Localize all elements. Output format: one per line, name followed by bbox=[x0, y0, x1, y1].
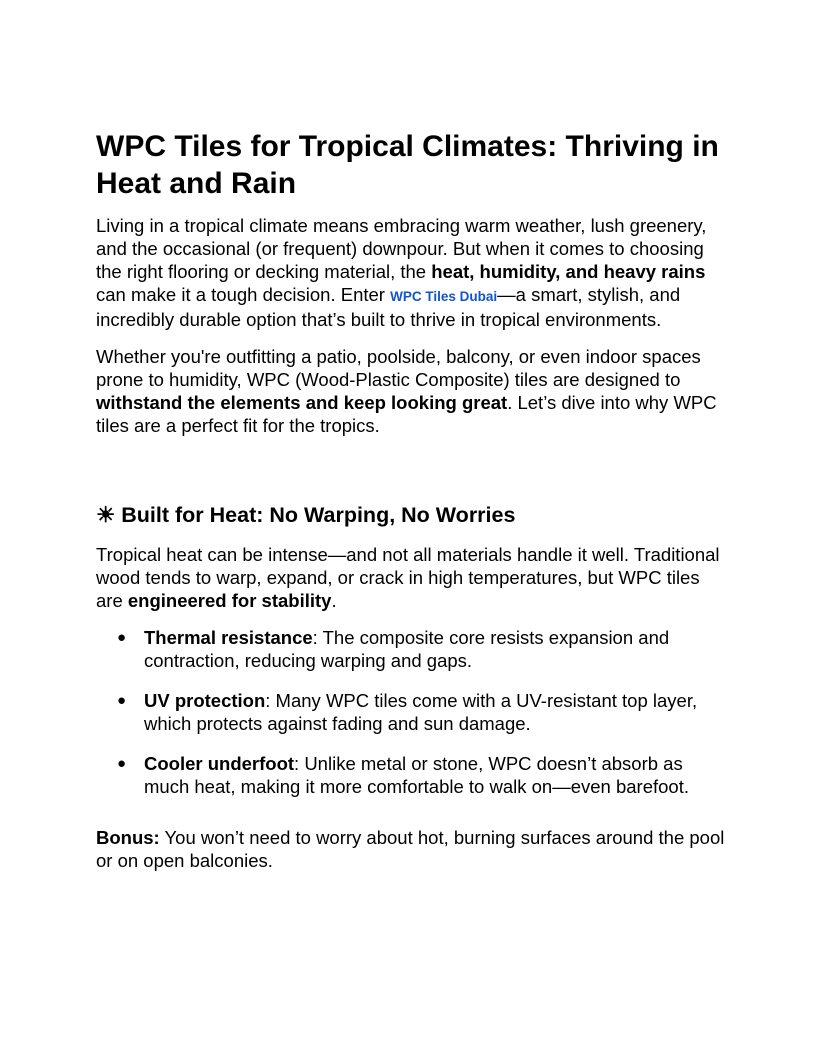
list-item-text: : Unlike metal or stone, WPC doesn’t absorb as much heat, making it more comfortable to walk on—even barefoot. bbox=[144, 753, 689, 797]
sun-icon: ☀ bbox=[96, 503, 116, 527]
bonus-paragraph bbox=[96, 826, 726, 872]
document-page bbox=[96, 128, 726, 872]
intro-text-3: —a smart, stylish, and incredibly durable option that’s built to thrive in tropical environments. bbox=[96, 284, 681, 330]
bullet-icon: ● bbox=[117, 755, 127, 772]
bullet-icon: ● bbox=[117, 629, 127, 646]
list-item bbox=[117, 752, 726, 798]
bonus-text: You won’t need to worry about hot, burning surfaces around the pool or on open balconies. bbox=[96, 827, 725, 871]
bullet-icon: ● bbox=[117, 692, 127, 709]
bonus-label: Bonus: bbox=[96, 827, 160, 848]
section-paragraph bbox=[96, 543, 726, 612]
section-bold-1: engineered for stability bbox=[127, 590, 332, 611]
intro-bold-1: heat, humidity, and heavy rains bbox=[431, 261, 706, 282]
para2-text-1: Whether you're outfitting a patio, poolside, balcony, or even indoor spaces prone to humidity, WPC (Wood-Plastic Composite) tiles are designed to bbox=[96, 346, 701, 390]
intro-paragraph bbox=[96, 214, 726, 331]
section-heading-heat bbox=[96, 502, 726, 528]
list-item-bold: UV protection bbox=[144, 690, 266, 711]
list-item-bold: Thermal resistance bbox=[144, 627, 313, 648]
section-text-1: Tropical heat can be intense—and not all materials handle it well. Traditional wood tends to warp, expand, or crack in high temperatures, but WPC tiles are bbox=[96, 544, 720, 611]
intro-text-2: can make it a tough decision. Enter bbox=[96, 284, 391, 305]
section-heading-text: Built for Heat: No Warping, No Worries bbox=[121, 503, 516, 527]
document-title: WPC Tiles for Tropical Climates: Thriving in Heat and Rain bbox=[96, 130, 719, 200]
list-item-bold: Cooler underfoot bbox=[144, 753, 295, 774]
list-item-text: : Many WPC tiles come with a UV-resistant top layer, which protects against fading and sun damage. bbox=[144, 690, 698, 734]
wpc-tiles-dubai-link[interactable]: WPC Tiles Dubai bbox=[390, 289, 498, 304]
para2-bold-1: withstand the elements and keep looking great bbox=[96, 392, 508, 413]
feature-list bbox=[96, 626, 726, 798]
para2-text-2: . Let’s dive into why WPC tiles are a perfect fit for the tropics. bbox=[96, 392, 717, 436]
intro-text-1: Living in a tropical climate means embracing warm weather, lush greenery, and the occasional (or frequent) downpour. But when it comes to choosing the right flooring or decking material, the bbox=[96, 215, 707, 282]
second-paragraph bbox=[96, 345, 726, 437]
list-item-text: : The composite core resists expansion and contraction, reducing warping and gaps. bbox=[144, 627, 670, 671]
list-item bbox=[117, 626, 726, 672]
section-text-2: . bbox=[331, 590, 337, 611]
list-item bbox=[117, 689, 726, 735]
